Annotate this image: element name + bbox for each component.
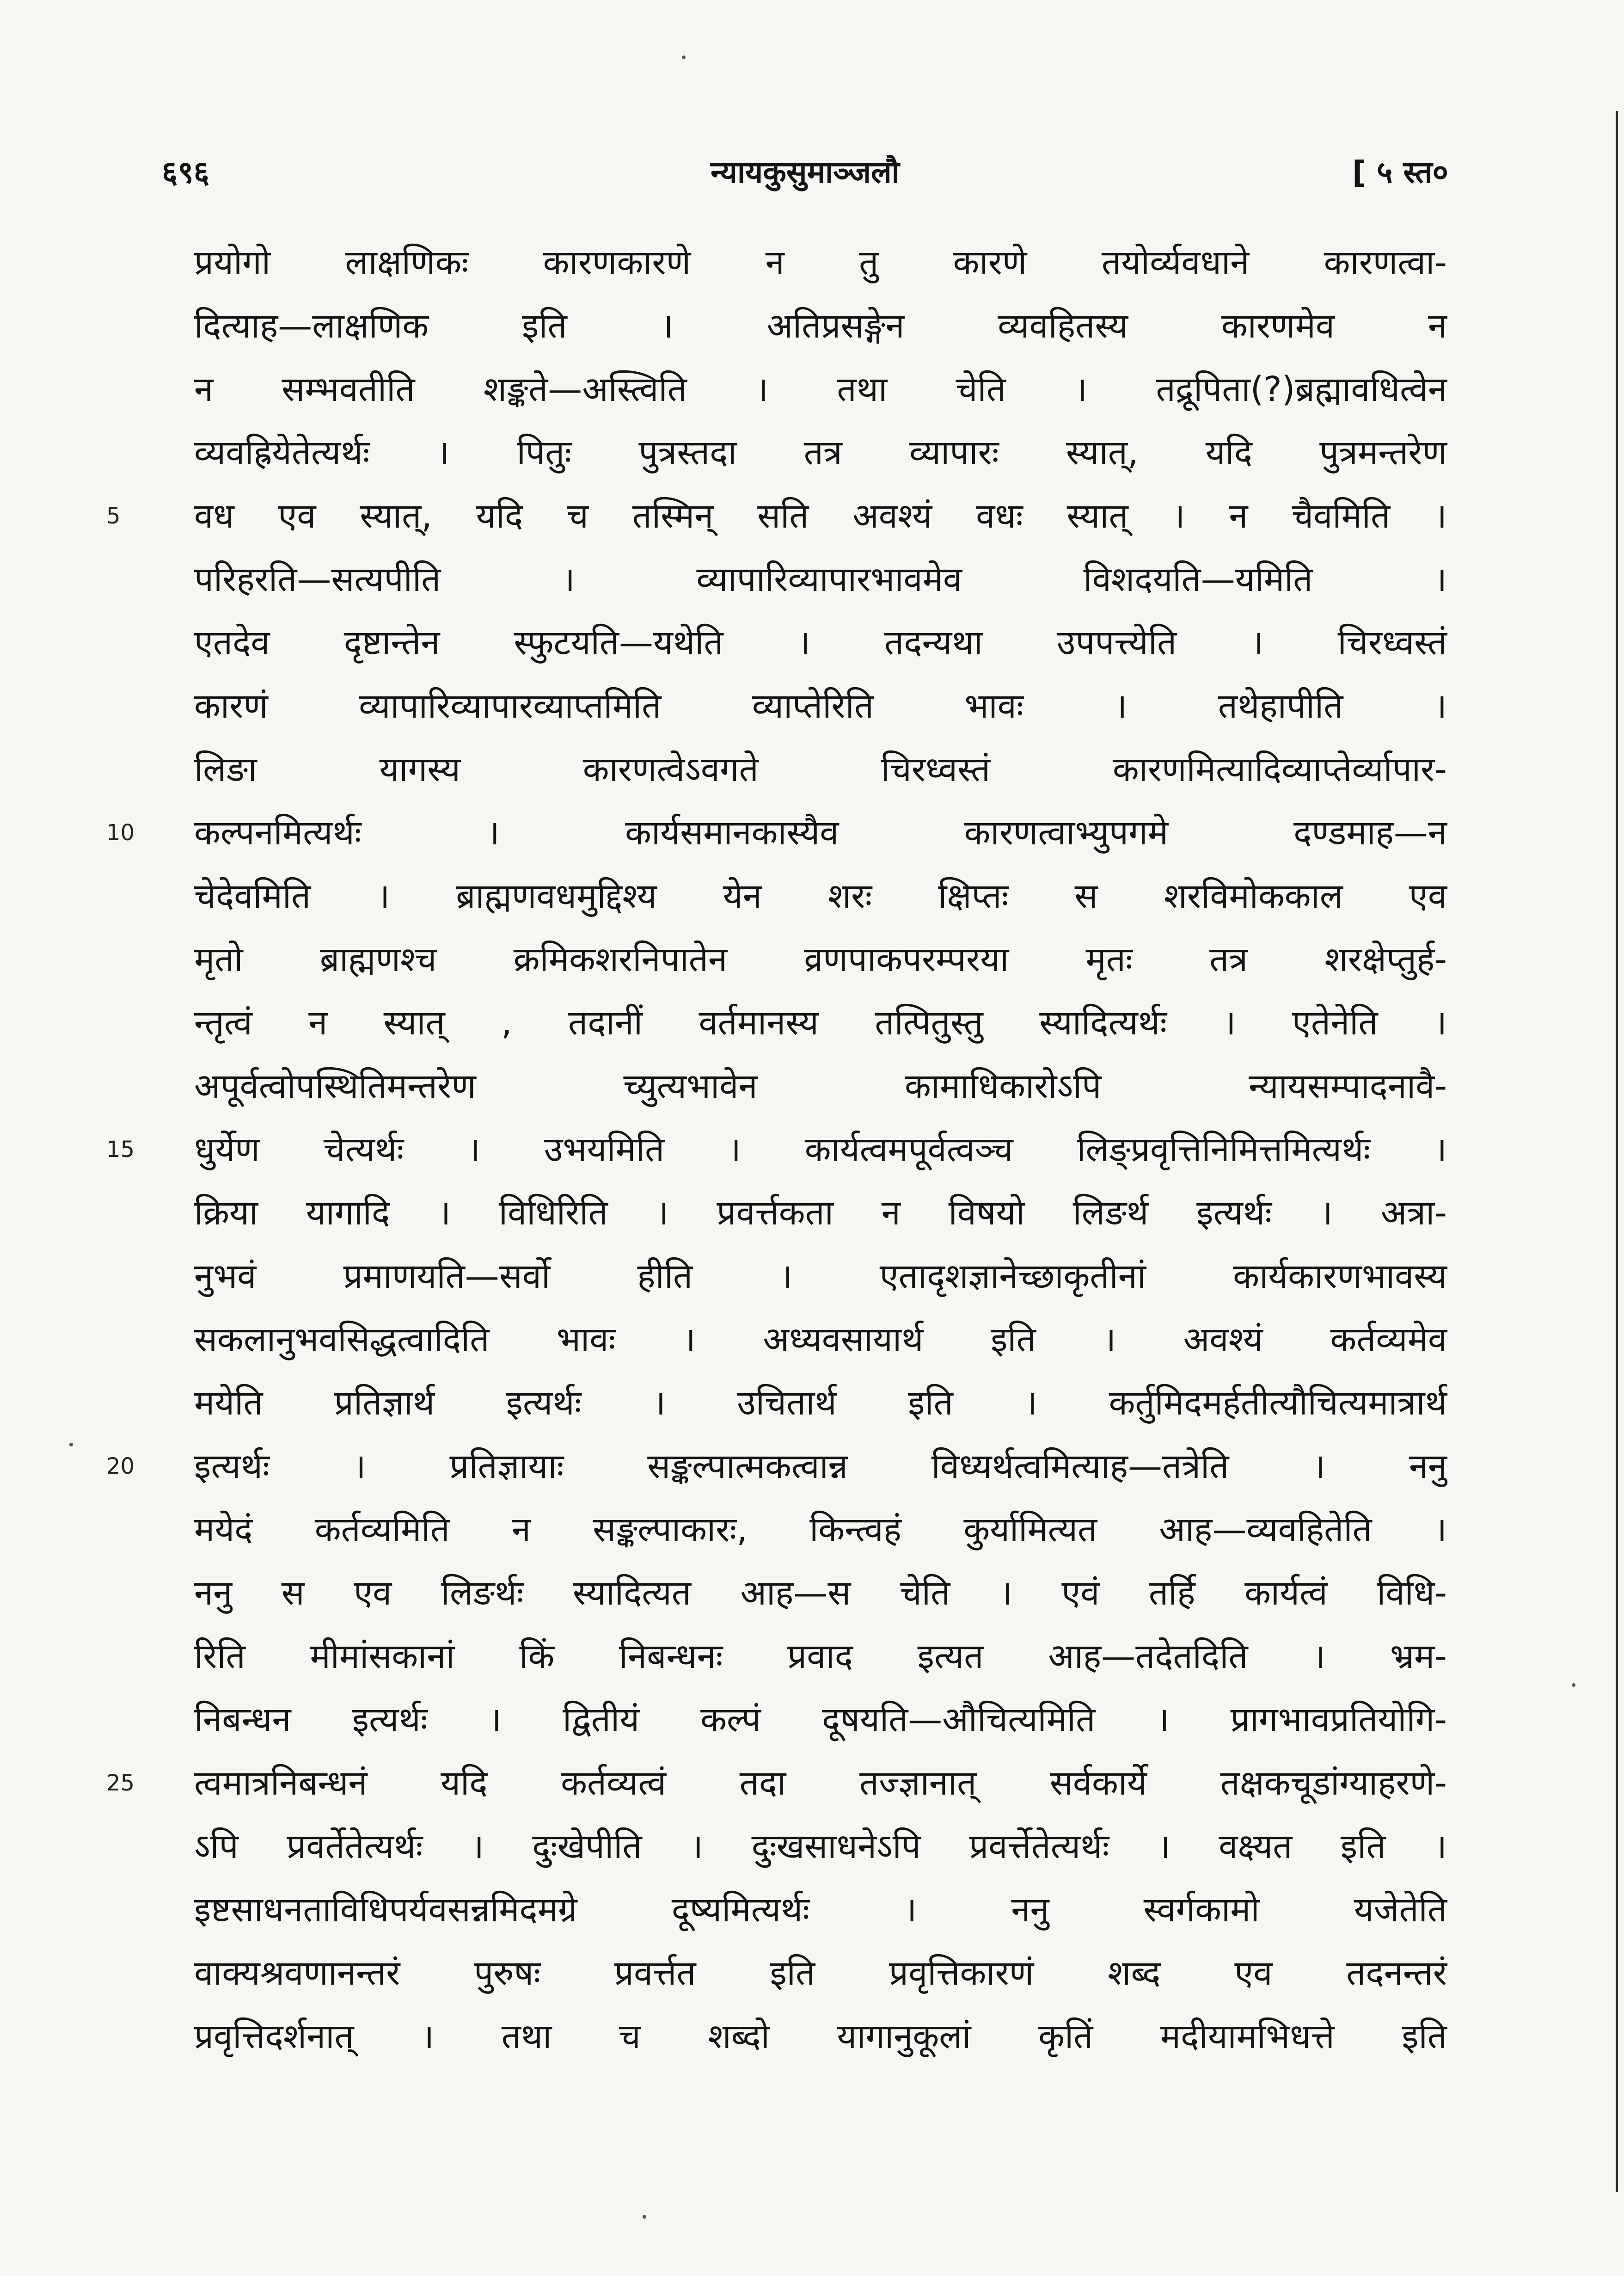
text-line <box>194 1562 1447 1625</box>
running-title: न्यायकुसुमाञ्जलौ <box>711 154 900 190</box>
line-text: ननु स एव लिङर्थः स्यादित्यत आह—स चेति । एवं तर्हि कार्यत्वं विधि- <box>194 1573 1447 1613</box>
scan-speck <box>682 55 686 59</box>
scan-speck <box>643 2215 646 2219</box>
line-text: परिहरति—सत्यपीति । व्यापारिव्यापारभावमेव विशदयति—यमिति । <box>194 560 1447 599</box>
line-number: 10 <box>106 820 135 846</box>
line-text: न सम्भवतीति शङ्कते—अस्त्विति । तथा चेति । तद्रूपिता(?)ब्रह्मावधित्वेन <box>194 369 1447 409</box>
text-line <box>106 1752 1447 1815</box>
line-text: एतदेव दृष्टान्तेन स्फुटयति—यथेति । तदन्यथा उपपत्त्येति । चिरध्वस्तं <box>194 623 1447 663</box>
line-text: वध एव स्यात्, यदि च तस्मिन् सति अवश्यं वधः स्यात् । न चैवमिति । <box>194 496 1447 536</box>
line-number: 20 <box>106 1453 135 1479</box>
text-line <box>194 231 1447 295</box>
line-text: क्रिया यागादि । विधिरिति । प्रवर्त्तकता न विषयो लिङर्थ इत्यर्थः । अत्रा- <box>194 1193 1447 1233</box>
running-head <box>162 147 1448 198</box>
line-text: प्रवृत्तिदर्शनात् । तथा च शब्दो यागानुकूलां कृतिं मदीयामभिधत्ते इति <box>194 2017 1447 2056</box>
line-text: त्वमात्रनिबन्धनं यदि कर्तव्यत्वं तदा तज्ज्ञानात् सर्वकार्ये तक्षकचूडांग्याहरणे- <box>194 1763 1447 1803</box>
text-line <box>194 1878 1447 1942</box>
text-line <box>194 1308 1447 1372</box>
text-line <box>194 295 1447 358</box>
line-text: दित्याह—लाक्षणिक इति । अतिप्रसङ्गेन व्यवहितस्य कारणमेव न <box>194 306 1447 346</box>
line-text: रिति मीमांसकानां किं निबन्धनः प्रवाद इत्यत आह—तदेतदिति । भ्रम- <box>194 1636 1447 1676</box>
section-marker: [ ५ स्त० <box>1352 154 1448 190</box>
line-text: अपूर्वत्वोपस्थितिमन्तरेण च्युत्यभावेन कामाधिकारोऽपि न्यायसम्पादनावै- <box>194 1066 1447 1106</box>
text-line <box>106 1435 1447 1498</box>
text-line <box>106 1118 1447 1181</box>
text-line <box>194 738 1447 801</box>
line-text: चेदेवमिति । ब्राह्मणवधमुद्दिश्य येन शरः क्षिप्तः स शरविमोककाल एव <box>194 876 1447 916</box>
line-text: वाक्यश्रवणानन्तरं पुरुषः प्रवर्त्तत इति प्रवृत्तिकारणं शब्द एव तदनन्तरं <box>194 1953 1447 1993</box>
text-line <box>194 928 1447 991</box>
text-line <box>194 1055 1447 1118</box>
text-line <box>106 485 1447 548</box>
line-text: लिङा यागस्य कारणत्वेऽवगते चिरध्वस्तं कारणमित्यादिव्याप्तेर्व्यापार- <box>194 750 1447 789</box>
page-edge-shadow <box>1616 111 1618 2192</box>
text-line <box>194 548 1447 611</box>
text-line <box>194 1625 1447 1688</box>
text-line <box>194 1498 1447 1562</box>
text-line <box>194 1181 1447 1245</box>
text-line <box>194 1688 1447 1752</box>
scan-speck <box>1572 1683 1575 1687</box>
line-text: कारणं व्यापारिव्यापारव्याप्तमिति व्याप्तेरिति भावः । तथेहापीति । <box>194 686 1447 726</box>
line-number: 15 <box>106 1137 135 1163</box>
text-line <box>194 2005 1447 2068</box>
text-line <box>194 1372 1447 1435</box>
text-line <box>194 1245 1447 1308</box>
text-line <box>194 865 1447 928</box>
text-line <box>194 421 1447 485</box>
line-text: न्तृत्वं न स्यात् , तदानीं वर्तमानस्य तत्पितुस्तु स्यादित्यर्थः । एतेनेति । <box>194 1003 1447 1043</box>
text-line <box>106 801 1447 865</box>
line-number: 25 <box>106 1770 135 1796</box>
line-text: इत्यर्थः । प्रतिज्ञायाः सङ्कल्पात्मकत्वान्न विध्यर्थत्वमित्याह—तत्रेति । ननु <box>194 1446 1447 1486</box>
line-text: मयेति प्रतिज्ञार्थ इत्यर्थः । उचितार्थ इति । कर्तुमिदमर्हतीत्यौचित्यमात्रार्थ <box>194 1383 1447 1423</box>
text-line <box>194 675 1447 738</box>
line-text: निबन्धन इत्यर्थः । द्वितीयं कल्पं दूषयति—औचित्यमिति । प्रागभावप्रतियोगि- <box>194 1700 1447 1740</box>
line-text: व्यवह्रियेतेत्यर्थः । पितुः पुत्रस्तदा तत्र व्यापारः स्यात्, यदि पुत्रमन्तरेण <box>194 433 1447 473</box>
text-line <box>194 1942 1447 2005</box>
commentary-text <box>106 231 1447 2068</box>
page-number: ६९६ <box>162 154 209 190</box>
line-number: 5 <box>106 503 121 529</box>
text-line <box>194 611 1447 675</box>
line-text: इष्टसाधनताविधिपर्यवसन्नमिदमग्रे दूष्यमित्यर्थः । ननु स्वर्गकामो यजेतेति <box>194 1890 1447 1930</box>
scan-speck <box>69 1443 73 1446</box>
line-text: धुर्येण चेत्यर्थः । उभयमिति । कार्यत्वमपूर्वत्वञ्च लिङ्प्रवृत्तिनिमित्तमित्यर्थः । <box>194 1130 1447 1169</box>
line-text: नुभवं प्रमाणयति—सर्वो हीति । एतादृशज्ञानेच्छाकृतीनां कार्यकारणभावस्य <box>194 1256 1447 1296</box>
text-line <box>194 1815 1447 1878</box>
text-line <box>194 358 1447 421</box>
line-text: मयेदं कर्तव्यमिति न सङ्कल्पाकारः, किन्त्वहं कुर्यामित्यत आह—व्यवहितेति । <box>194 1510 1447 1550</box>
line-text: प्रयोगो लाक्षणिकः कारणकारणे न तु कारणे तयोर्व्यवधाने कारणत्वा- <box>194 243 1447 283</box>
line-text: सकलानुभवसिद्धत्वादिति भावः । अध्यवसायार्थ इति । अवश्यं कर्तव्यमेव <box>194 1320 1447 1359</box>
line-text: ऽपि प्रवर्तेतेत्यर्थः । दुःखेपीति । दुःखसाधनेऽपि प्रवर्त्तेतेत्यर्थः । वक्ष्यत इति । <box>194 1827 1447 1866</box>
line-text: कल्पनमित्यर्थः । कार्यसमानकास्यैव कारणत्वाभ्युपगमे दण्डमाह—न <box>194 813 1447 853</box>
text-line <box>194 991 1447 1055</box>
line-text: मृतो ब्राह्मणश्च क्रमिकशरनिपातेन व्रणपाकपरम्परया मृतः तत्र शरक्षेप्तुर्ह- <box>194 940 1447 979</box>
